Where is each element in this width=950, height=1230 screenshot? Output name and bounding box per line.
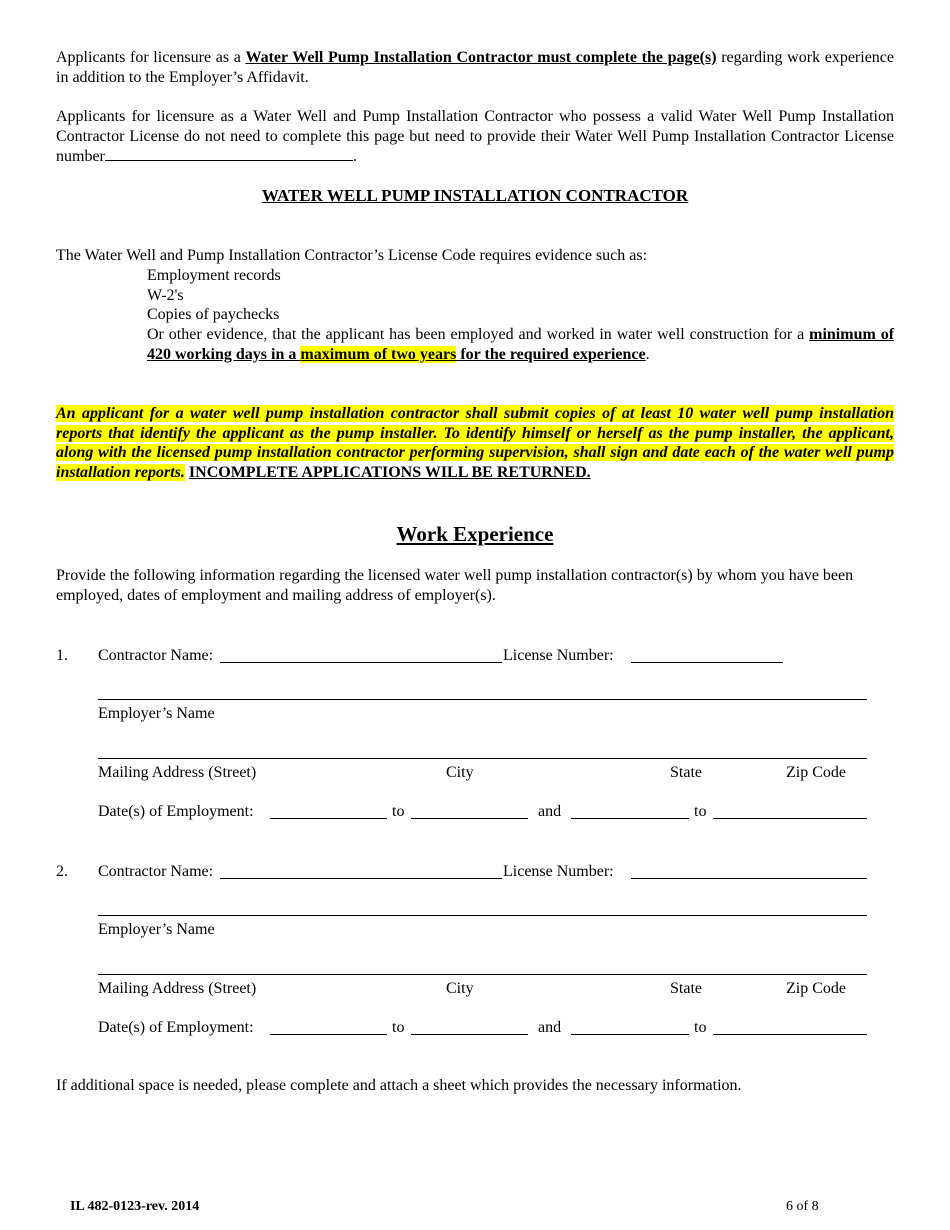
employer-name-label: Employer’s Name <box>98 705 215 722</box>
additional-space-note: If additional space is needed, please complete and attach a sheet which provides the necessary information. <box>56 1077 742 1094</box>
form-id: IL 482-0123-rev. 2014 <box>70 1199 200 1214</box>
to-label: to <box>392 1019 405 1036</box>
requirement-end: . <box>645 345 650 363</box>
mailing-address-label: Mailing Address (Street) <box>98 980 257 997</box>
date-from-2-field[interactable] <box>571 1034 689 1035</box>
section-title: WATER WELL PUMP INSTALLATION CONTRACTOR <box>261 186 689 205</box>
work-experience-instructions: Provide the following information regarding the licensed water well pump installation contractor(s) by whom you have been employed, dates of employment and mailing address of employer(s). <box>56 567 854 604</box>
intro-paragraph-2 <box>56 107 894 167</box>
intro-p1-after: regarding work experience in addition to the Employer’s Affidavit. <box>56 49 895 86</box>
license-number-label: License Number: <box>503 647 614 664</box>
dates-label: Date(s) of Employment: <box>98 803 254 820</box>
license-number-field[interactable] <box>105 146 353 161</box>
zip-label: Zip Code <box>786 980 846 997</box>
zip-label: Zip Code <box>786 764 846 781</box>
notice-italic-text: An applicant for a water well pump installation contractor shall submit copies of at least 10 water well pump installation reports that identify the applicant as the pump installer. To identify himself or herself as the pump installer, the applicant, along with the licensed pump installation contractor performing supervision, shall sign and date each of the water well pump installation reports. <box>56 405 894 481</box>
date-to-2-field[interactable] <box>713 1034 867 1035</box>
evidence-other <box>147 325 894 364</box>
evidence-item-2: W-2's <box>147 287 184 304</box>
state-label: State <box>670 980 702 997</box>
evidence-item-1: Employment records <box>147 267 281 284</box>
evidence-item-3: Copies of paychecks <box>147 306 280 323</box>
employer-name-label: Employer’s Name <box>98 921 215 938</box>
entry-number: 2. <box>56 863 68 880</box>
incomplete-warning: INCOMPLETE APPLICATIONS WILL BE RETURNED. <box>188 463 591 481</box>
intro-p2-text: Applicants for licensure as a Water Well and Pump Installation Contractor who possess a valid Water Well Pump Installation Contractor License do not need to complete this page but need to provide their Water Well Pump Installation Contractor License number <box>56 108 894 165</box>
requirement-part-3: for the required experience <box>456 345 646 363</box>
intro-p2-end: . <box>352 148 357 165</box>
date-to-2-field[interactable] <box>713 818 867 819</box>
mailing-address-field[interactable] <box>98 758 867 759</box>
contractor-name-label: Contractor Name: <box>98 647 214 664</box>
to-label: to <box>694 1019 707 1036</box>
to-label: to <box>392 803 405 820</box>
evidence-lead: The Water Well and Pump Installation Contractor’s License Code requires evidence such as: <box>56 247 648 264</box>
work-experience-title: Work Experience <box>396 522 554 546</box>
mailing-address-field[interactable] <box>98 974 867 975</box>
date-from-1-field[interactable] <box>270 818 387 819</box>
license-number-field[interactable] <box>631 662 783 663</box>
dates-label: Date(s) of Employment: <box>98 1019 254 1036</box>
intro-paragraph-1 <box>56 48 894 87</box>
intro-p1-bold: Water Well Pump Installation Contractor must complete the page(s) <box>245 49 717 66</box>
and-label: and <box>538 1019 562 1036</box>
date-from-1-field[interactable] <box>270 1034 387 1035</box>
to-label: to <box>694 803 707 820</box>
mailing-address-label: Mailing Address (Street) <box>98 764 257 781</box>
contractor-name-field[interactable] <box>220 878 502 879</box>
requirement-part-2: maximum of two years <box>300 345 457 363</box>
license-number-label: License Number: <box>503 863 614 880</box>
requirement-part-1: minimum of 420 working days in a <box>147 326 895 363</box>
date-to-1-field[interactable] <box>411 1034 528 1035</box>
employer-name-field[interactable] <box>98 699 867 700</box>
license-number-field[interactable] <box>631 878 867 879</box>
city-label: City <box>446 764 474 781</box>
intro-p1-before: Applicants for licensure as a <box>56 49 246 66</box>
city-label: City <box>446 980 474 997</box>
contractor-name-label: Contractor Name: <box>98 863 214 880</box>
contractor-name-field[interactable] <box>220 662 502 663</box>
date-to-1-field[interactable] <box>411 818 528 819</box>
entry-number: 1. <box>56 647 68 664</box>
and-label: and <box>538 803 562 820</box>
page-number: 6 of 8 <box>786 1199 819 1214</box>
date-from-2-field[interactable] <box>571 818 689 819</box>
evidence-other-text: Or other evidence, that the applicant has been employed and worked in water well construction for a <box>147 326 805 343</box>
employer-name-field[interactable] <box>98 915 867 916</box>
state-label: State <box>670 764 702 781</box>
notice-paragraph <box>56 404 894 482</box>
